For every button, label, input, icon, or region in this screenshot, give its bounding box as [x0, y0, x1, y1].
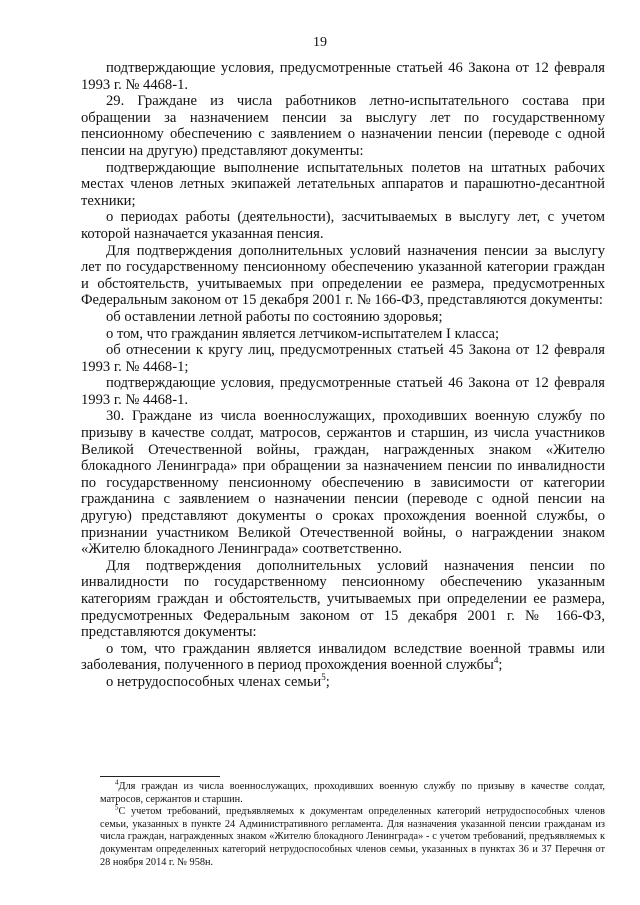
- paragraph-with-footnote-4: [81, 641, 605, 674]
- paragraph: об отнесении к кругу лиц, предусмотренных статьей 45 Закона от 12 февраля 1993 г. № 4468-1;: [81, 342, 605, 375]
- document-body: [81, 60, 605, 691]
- punctuation: ;: [498, 657, 503, 674]
- footnotes: [100, 778, 605, 869]
- footnote-5: [100, 803, 605, 869]
- paragraph-with-footnote-5: [81, 674, 605, 691]
- paragraph: Для подтверждения дополнительных условий назначения пенсии по инвалидности по государственному пенсионному обеспечению указанным категориям граждан и обстоятельств, учитываемых при определении ее размера, предусмотренных Федеральным законом от 15 декабря 2001 г. № 166-ФЗ, представляются документы:: [81, 557, 605, 641]
- footnote-separator: [100, 776, 220, 777]
- paragraph: подтверждающие выполнение испытательных полетов на штатных рабочих местах членов летных экипажей летательных аппаратов и парашютно-десантной техники;: [81, 159, 605, 209]
- footnote-mark: 5: [115, 803, 119, 812]
- paragraph-item-30: 30. Граждане из числа военнослужащих, проходивших военную службу по призыву в качестве солдат, матросов, сержантов и старшин, из числа участников Великой Отечественной войны, граждан, награжденных знаком «Жителю блокадного Ленинграда» при обращении за назначением пенсии по инвалидности по государственному пенсионному обеспечению в зависимости от категории гражданина с заявлением о назначении пенсии (переводе с одной пенсии на другую) представляют документы о сроках прохождения военной службы, о признании участником Великой Отечественной войны, о награждении знаком «Жителю блокадного Ленинграда» соответственно.: [81, 408, 605, 558]
- footnote-mark: 4: [115, 778, 119, 787]
- paragraph: подтверждающие условия, предусмотренные статьей 46 Закона от 12 февраля 1993 г. № 4468-1.: [81, 60, 605, 93]
- paragraph: подтверждающие условия, предусмотренные статьей 46 Закона от 12 февраля 1993 г. № 4468-1.: [81, 375, 605, 408]
- paragraph-text: о нетрудоспособных членах семьи: [106, 673, 322, 690]
- footnote-ref-4: 4: [493, 655, 499, 666]
- paragraph: об оставлении летной работы по состоянию здоровья;: [106, 308, 443, 325]
- paragraph: о том, что гражданин является летчиком-испытателем I класса;: [106, 325, 500, 342]
- paragraph-text: о том, что гражданин является инвалидом вследствие военной травмы или заболевания, полученного в период прохождения военной службы: [81, 640, 605, 674]
- page-number: 19: [313, 35, 327, 50]
- footnote-text: С учетом требований, предъявляемых к документам определенных категорий нетрудоспособных членов семьи, указанных в пункте 24 Административного регламента. Для назначения указанной пенсии гражданам из числа граждан, награжденных знаком «Жителю блокадного Ленинграда» - с учетом требований, предъявляемых к документам определенных категорий нетрудоспособных членов семьи, указанных в пунктах 36 и 37 Перечня от 28 ноября 2014 г. № 958н.: [100, 806, 605, 868]
- footnote-text: Для граждан из числа военнослужащих, проходивших военную службу по призыву в качестве солдат, матросов, сержантов и старшин.: [100, 781, 605, 805]
- footnote-ref-5: 5: [321, 672, 326, 683]
- paragraph: о периодах работы (деятельности), засчитываемых в выслугу лет, с учетом которой назначается указанная пенсия.: [81, 209, 605, 242]
- paragraph: Для подтверждения дополнительных условий назначения пенсии за выслугу лет по государственному пенсионному обеспечению указанной категории граждан и обстоятельств, учитываемых при определении ее размера, предусмотренных Федеральным законом от 15 декабря 2001 г. № 166-ФЗ, представляются документы:: [81, 242, 605, 309]
- punctuation: ;: [325, 673, 330, 690]
- paragraph-item-29: 29. Граждане из числа работников летно-испытательного состава при обращении за назначением пенсии за выслугу лет по государственному пенсионному обеспечению с заявлением о назначении пенсии (переводе с одной пенсии на другую) представляют документы:: [81, 93, 605, 159]
- footnote-4: [100, 778, 605, 806]
